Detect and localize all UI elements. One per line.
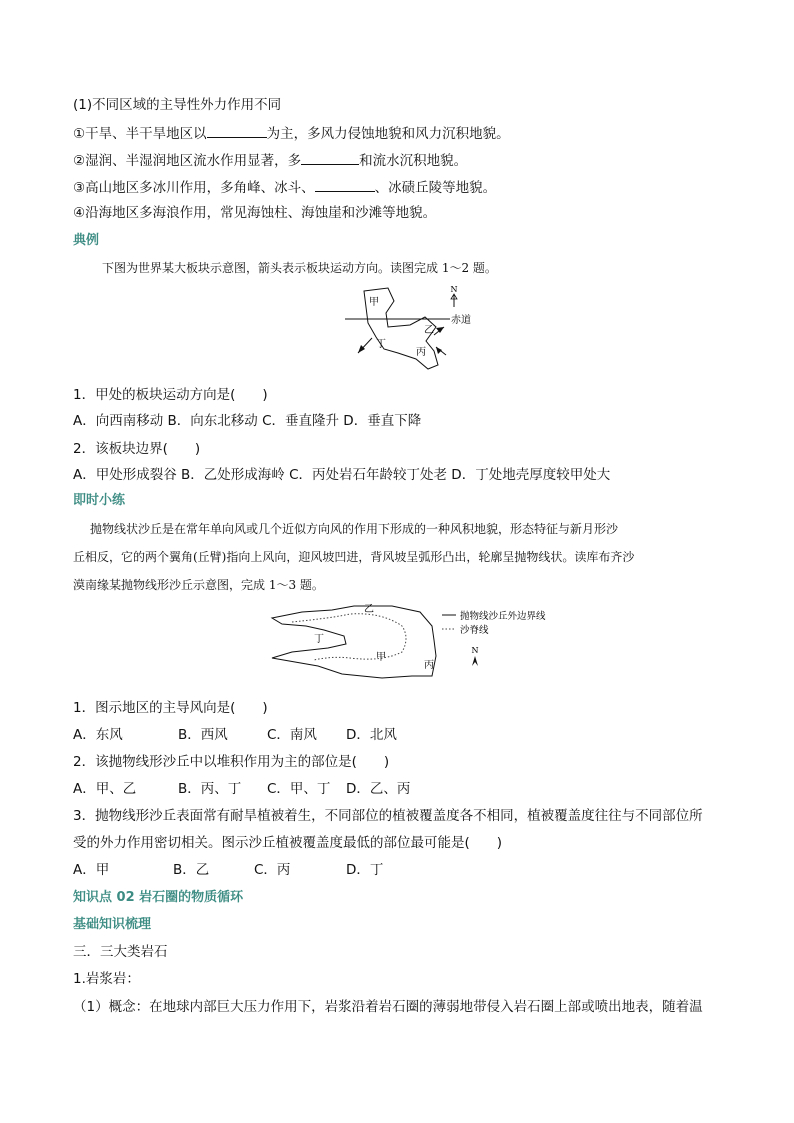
practice-intro-1: 抛物线状沙丘是在常年单向风或几个近似方向风的作用下形成的一种风积地貌，形态特征与新月形沙 (90, 522, 619, 536)
answer-blank-1[interactable] (207, 123, 267, 138)
dune-label-bing: 丙 (424, 660, 434, 671)
dune-north-label: N (471, 646, 479, 655)
arrow-bing-head (436, 347, 442, 354)
practice-q3-line2: 受的外力作用密切相关。图示沙丘植被覆盖度最低的部位最可能是( ) (73, 835, 503, 851)
label-jia: 甲 (369, 297, 379, 308)
example-q2: 2．该板块边界( ) (73, 441, 201, 457)
north-arrow-icon (472, 656, 478, 666)
legend-outer-boundary: 抛物线沙丘外边界线 (460, 611, 546, 622)
example-title: 典例 (73, 233, 100, 248)
practice-q2: 2．该抛物线形沙丘中以堆积作用为主的部位是( ) (73, 754, 390, 770)
example-q2-options: A．甲处形成裂谷 B．乙处形成海岭 C．丙处岩石年龄较丁处老 D．丁处地壳厚度较甲处大 (73, 467, 611, 483)
practice-intro-2: 丘相反，它的两个翼角(丘臂)指向上风向，迎风坡凹进，背风坡呈弧形凸出，轮廓呈抛物线状。读库布齐沙 (73, 550, 635, 564)
example-intro: 下图为世界某大板块示意图，箭头表示板块运动方向。读图完成 1～2 题。 (102, 261, 497, 275)
knowledge-concept: （1）概念：在地球内部巨大压力作用下，岩浆沿着岩石圈的薄弱地带侵入岩石圈上部或喷出地表，随着温 (73, 999, 703, 1015)
practice-intro-3: 漠南缘某抛物线形沙丘示意图，完成 1～3 题。 (73, 578, 324, 592)
practice-q1: 1．图示地区的主导风向是( ) (73, 700, 268, 716)
knowledge-heading: 三．三大类岩石 (73, 944, 168, 960)
label-bing: 丙 (416, 347, 426, 358)
fill-item-3: ③高山地区多冰川作用，多角峰、冰斗、 、冰碛丘陵等地貌。 (73, 177, 496, 197)
knowledge-title: 知识点 02 岩石圈的物质循环 (73, 890, 244, 905)
fill-item-4: ④沿海地区多海浪作用，常见海蚀柱、海蚀崖和沙滩等地貌。 (73, 205, 437, 221)
practice-q3-line1: 3．抛物线形沙丘表面常有耐旱植被着生，不同部位的植被覆盖度各不相同，植被覆盖度往往与不同部位所 (73, 808, 703, 824)
section-heading: (1)不同区域的主导性外力作用不同 (73, 97, 282, 113)
fill-item-2: ②湿润、半湿润地区流水作用显著，多 和流水沉积地貌。 (73, 150, 467, 170)
legend-ridge: 沙脊线 (460, 625, 489, 636)
knowledge-sub: 1.岩浆岩： (73, 971, 140, 987)
dune-label-jia: 甲 (376, 652, 386, 663)
knowledge-subtitle: 基础知识梳理 (73, 917, 152, 932)
example-q1: 1．甲处的板块运动方向是( ) (73, 387, 268, 403)
practice-title: 即时小练 (73, 493, 126, 508)
answer-blank-3[interactable] (315, 177, 375, 192)
label-yi: 乙 (424, 325, 434, 336)
dune-outline (272, 606, 436, 678)
answer-blank-2[interactable] (301, 150, 359, 165)
dune-diagram (262, 600, 602, 682)
dune-label-ding: 丁 (314, 634, 324, 645)
dune-ridge-line (292, 614, 406, 660)
equator-label: 赤道 (451, 315, 471, 326)
dune-label-yi: 乙 (364, 604, 374, 615)
fill-item-1: ①干旱、半干旱地区以 为主，多风力侵蚀地貌和风力沉积地貌。 (73, 123, 510, 143)
north-label: N (450, 285, 458, 294)
example-q1-options: A．向西南移动 B．向东北移动 C．垂直隆升 D．垂直下降 (73, 413, 422, 429)
plate-diagram (340, 283, 480, 378)
label-ding: 丁 (376, 339, 386, 350)
